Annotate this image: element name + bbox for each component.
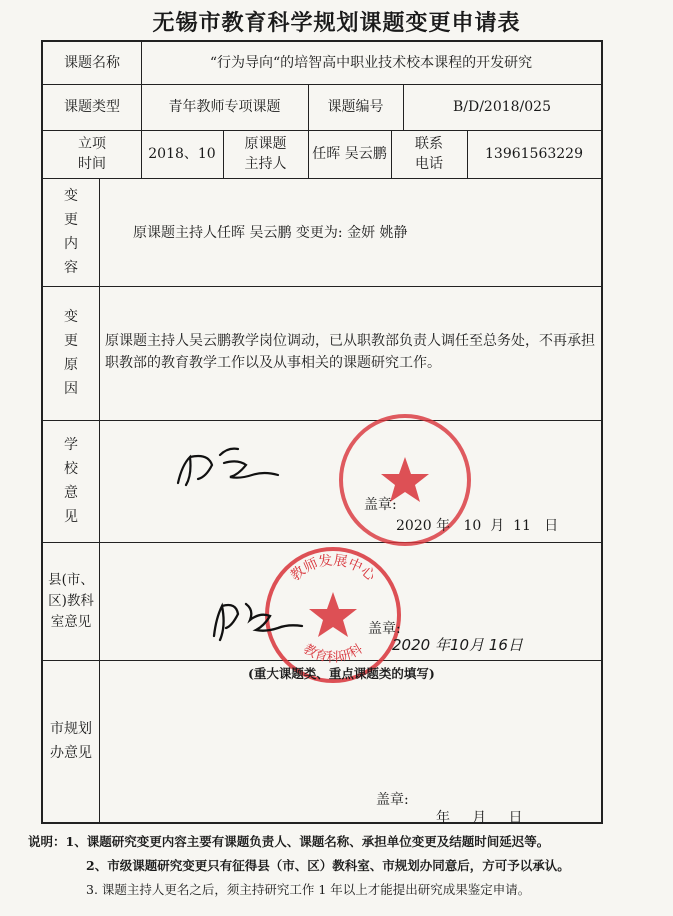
row-divider: [43, 286, 601, 287]
county-date-handwritten: 2020 年10月 16日: [392, 636, 523, 654]
note-1: 说明：1、课题研究变更内容主要有课题负责人、课题名称、承担单位变更及结题时间延迟等。: [28, 834, 550, 849]
original-host-label: 原课题 主持人: [244, 136, 287, 172]
change-reason-label: 变更原因: [64, 309, 78, 397]
form-table: [41, 40, 603, 824]
row-divider: [43, 420, 601, 421]
project-name-value: “行为导向“的培智高中职业技术校本课程的开发研究: [209, 55, 533, 71]
county-note: (重大课题类、重点课题类的填写): [248, 666, 435, 681]
city-seal-label: 盖章:: [376, 792, 409, 808]
approval-date-value: 2018、10: [148, 146, 216, 162]
row-divider: [43, 178, 601, 179]
county-seal-label: 盖章:: [368, 621, 401, 637]
school-seal-label: 盖章:: [364, 497, 397, 513]
note-3: 3. 课题主持人更名之后，须主持研究工作 1 年以上才能提出研究成果鉴定申请。: [86, 882, 531, 897]
school-date: 2020 年 10 月 11 日: [396, 518, 559, 534]
change-reason-text: 原课题主持人吴云鹏教学岗位调动，已从职教部负责人调任至总务处，不再承担职教部的教育教学工作以及从事相关的课题研究工作。: [105, 333, 595, 371]
school-signature: [168, 435, 288, 495]
county-opinion-label: 县(市、区)教科室意见: [48, 571, 94, 630]
project-code-label: 课题编号: [327, 99, 384, 115]
county-seal-top-text: 教师发展中心: [287, 552, 379, 585]
col-divider: [99, 178, 100, 822]
county-seal-bottom-text: 教育科研科: [300, 641, 366, 666]
original-host-value: 任晖 吴云鹏: [312, 146, 387, 162]
city-date: 年 月 日: [436, 810, 523, 826]
county-signature: [206, 596, 326, 646]
project-code-value: B/D/2018/025: [452, 99, 551, 115]
change-content-label: 变更内容: [64, 188, 78, 276]
change-content-text: 原课题主持人任晖 吴云鹏 变更为: 金妍 姚静: [133, 225, 408, 241]
form-title: 无锡市教育科学规划课题变更申请表: [152, 11, 521, 36]
contact-value: 13961563229: [485, 146, 583, 162]
project-type-label: 课题类型: [64, 99, 120, 115]
project-name-label: 课题名称: [64, 55, 120, 71]
note-2: 2、市级课题研究变更只有征得县（市、区）教科室、市规划办同意后，方可予以承认。: [86, 858, 570, 873]
city-opinion-label: 市规划办意见: [50, 721, 92, 761]
approval-date-label: 立项 时间: [78, 136, 106, 172]
project-type-value: 青年教师专项课题: [168, 99, 281, 115]
school-opinion-label: 学校意见: [64, 437, 78, 525]
contact-label: 联系 电话: [415, 136, 443, 172]
